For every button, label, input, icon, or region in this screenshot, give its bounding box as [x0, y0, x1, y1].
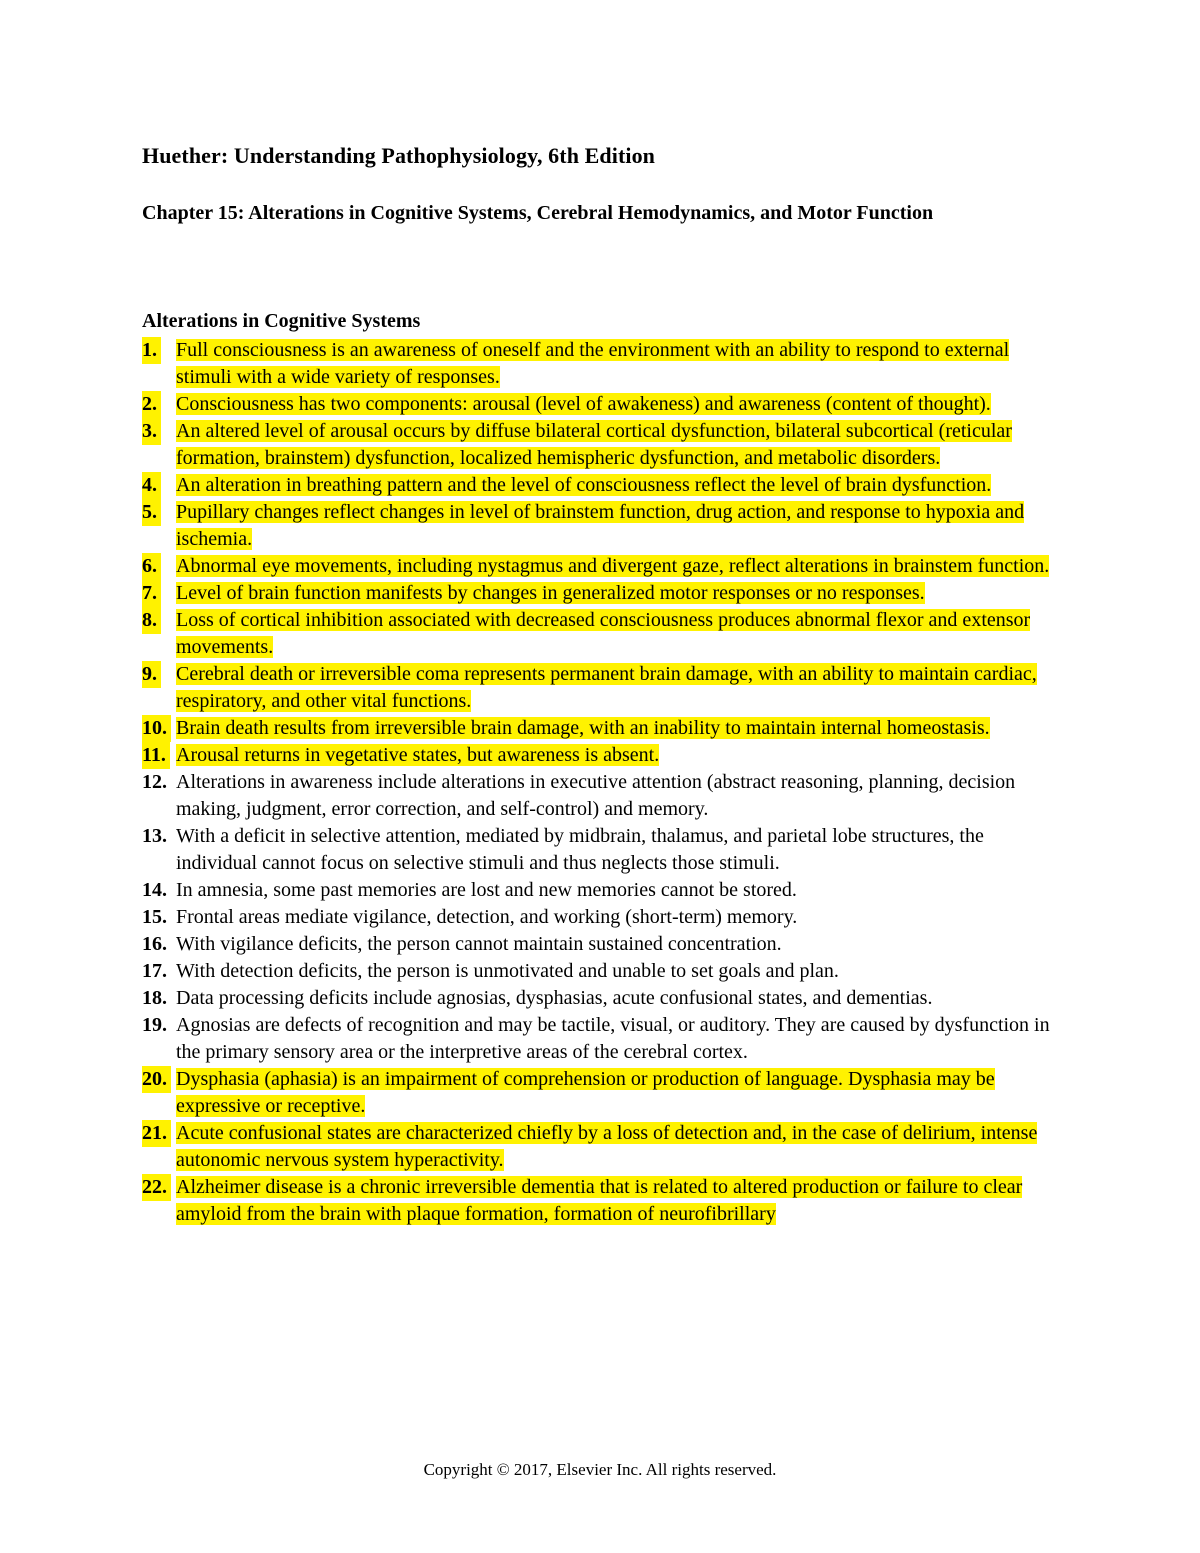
- item-text: In amnesia, some past memories are lost and new memories cannot be stored.: [176, 879, 797, 901]
- list-item: [142, 1066, 1062, 1120]
- item-text: Consciousness has two components: arousal (level of awakeness) and awareness (content of thought).: [176, 393, 991, 415]
- item-number: 20.: [142, 1066, 171, 1093]
- item-text: Frontal areas mediate vigilance, detection, and working (short-term) memory.: [176, 906, 798, 928]
- item-number: 8.: [142, 607, 161, 634]
- copyright-footer: Copyright © 2017, Elsevier Inc. All rights reserved.: [423, 1460, 777, 1479]
- item-number: 13.: [142, 825, 167, 847]
- section-heading: Alterations in Cognitive Systems: [142, 310, 421, 332]
- item-text: Brain death results from irreversible brain damage, with an inability to maintain internal homeostasis.: [176, 717, 990, 739]
- list-item: [142, 337, 1062, 391]
- item-number: 6.: [142, 553, 161, 580]
- chapter-title: Chapter 15: Alterations in Cognitive Systems, Cerebral Hemodynamics, and Motor Function: [142, 202, 934, 224]
- list-item: [142, 769, 1062, 823]
- item-number: 12.: [142, 771, 167, 793]
- item-number: 15.: [142, 906, 167, 928]
- item-text: Abnormal eye movements, including nystagmus and divergent gaze, reflect alterations in brainstem function.: [176, 555, 1050, 577]
- item-text: Agnosias are defects of recognition and may be tactile, visual, or auditory. They are caused by dysfunction in the primary sensory area or the interpretive areas of the cerebral cortex.: [176, 1014, 1050, 1063]
- item-text: With vigilance deficits, the person cannot maintain sustained concentration.: [176, 933, 782, 955]
- list-item: [142, 1174, 1062, 1228]
- item-number: 3.: [142, 418, 161, 445]
- item-number: 17.: [142, 960, 167, 982]
- list-item: [142, 823, 1062, 877]
- list-item: [142, 931, 1062, 958]
- item-text: Loss of cortical inhibition associated with decreased consciousness produces abnormal flexor and extensor movements.: [176, 609, 1031, 658]
- list-item: [142, 607, 1062, 661]
- item-text: Cerebral death or irreversible coma represents permanent brain damage, with an ability to maintain cardiac, respiratory, and other vital functions.: [176, 663, 1037, 712]
- item-number: 14.: [142, 879, 167, 901]
- list-item: [142, 661, 1062, 715]
- item-text: An alteration in breathing pattern and the level of consciousness reflect the level of brain dysfunction.: [176, 474, 992, 496]
- item-text: Arousal returns in vegetative states, but awareness is absent.: [176, 744, 660, 766]
- item-number: 21.: [142, 1120, 171, 1147]
- item-text: Acute confusional states are characterized chiefly by a loss of detection and, in the case of delirium, intense autonomic nervous system hyperactivity.: [176, 1122, 1038, 1171]
- item-number: 22.: [142, 1174, 171, 1201]
- item-text: Data processing deficits include agnosias, dysphasias, acute confusional states, and dementias.: [176, 987, 933, 1009]
- item-text: An altered level of arousal occurs by diffuse bilateral cortical dysfunction, bilateral subcortical (reticular formation, brainstem) dysfunction, localized hemispheric dysfunction, and metabolic disorders.: [176, 420, 1012, 469]
- item-number: 7.: [142, 580, 161, 607]
- item-text: With detection deficits, the person is unmotivated and unable to set goals and plan.: [176, 960, 839, 982]
- list-item: [142, 877, 1062, 904]
- item-number: 16.: [142, 933, 167, 955]
- item-number: 19.: [142, 1014, 167, 1036]
- item-text: Alzheimer disease is a chronic irreversible dementia that is related to altered production or failure to clear amyloid from the brain with plaque formation, formation of neurofibrillary: [176, 1176, 1023, 1225]
- list-item: [142, 1120, 1062, 1174]
- item-number: 10.: [142, 715, 171, 742]
- list-item: [142, 418, 1062, 472]
- list-item: [142, 472, 1062, 499]
- item-text: Level of brain function manifests by changes in generalized motor responses or no responses.: [176, 582, 925, 604]
- item-text: Full consciousness is an awareness of oneself and the environment with an ability to respond to external stimuli with a wide variety of responses.: [176, 339, 1010, 388]
- list-item: [142, 1012, 1062, 1066]
- list-item: [142, 904, 1062, 931]
- item-number: 5.: [142, 499, 161, 526]
- item-number: 2.: [142, 391, 161, 418]
- book-title: Huether: Understanding Pathophysiology, 6th Edition: [142, 143, 656, 168]
- list-item: [142, 391, 1062, 418]
- list-item: [142, 985, 1062, 1012]
- list-item: [142, 499, 1062, 553]
- list-item: [142, 715, 1062, 742]
- item-text: Dysphasia (aphasia) is an impairment of comprehension or production of language. Dysphasia may be expressive or receptive.: [176, 1068, 995, 1117]
- item-text: With a deficit in selective attention, mediated by midbrain, thalamus, and parietal lobe structures, the individual cannot focus on selective stimuli and thus neglects those stimuli.: [176, 825, 984, 874]
- item-text: Pupillary changes reflect changes in level of brainstem function, drug action, and response to hypoxia and ischemia.: [176, 501, 1025, 550]
- item-number: 11.: [142, 742, 170, 769]
- item-number: 4.: [142, 472, 161, 499]
- list-item: [142, 580, 1062, 607]
- item-text: Alterations in awareness include alterations in executive attention (abstract reasoning, planning, decision making, judgment, error correction, and self-control) and memory.: [176, 771, 1016, 820]
- item-number: 1.: [142, 337, 161, 364]
- list-item: [142, 742, 1062, 769]
- item-number: 18.: [142, 987, 167, 1009]
- list-item: [142, 553, 1062, 580]
- numbered-list: [142, 337, 1062, 1228]
- list-item: [142, 958, 1062, 985]
- item-number: 9.: [142, 661, 161, 688]
